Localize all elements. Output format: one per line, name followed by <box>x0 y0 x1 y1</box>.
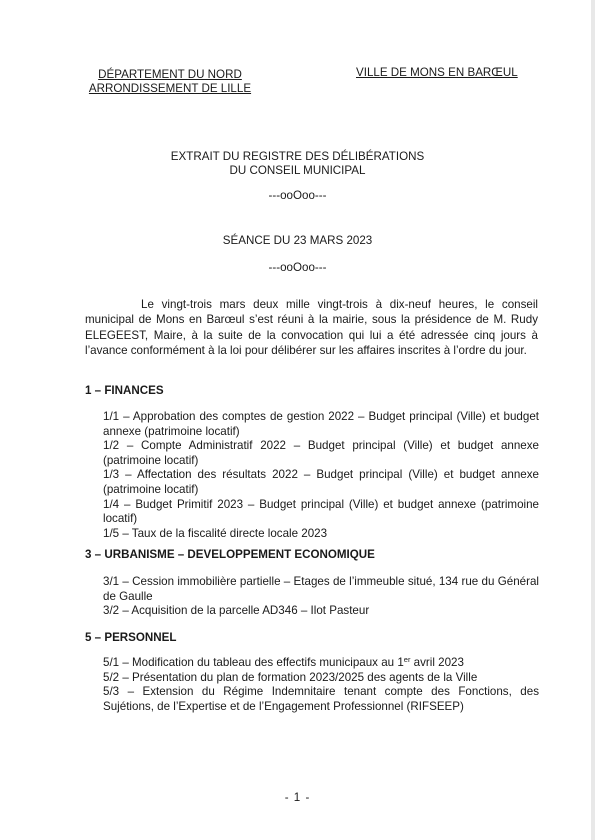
intro-paragraph: Le vingt-trois mars deux mille vingt-trois à dix-neuf heures, le conseil municipal de Mons en Barœul s’est réuni à la mairie, sous la présidence de M. Rudy ELEGEEST, Maire, à la suite de la convocation qui lui a été adressée cinq jours à l’avance conformément à la loi pour délibérer sur les affaires inscrites à l’ordre du jour. <box>85 298 538 358</box>
section-heading-urbanisme: 3 – URBANISME – DEVELOPPEMENT ECONOMIQUE <box>85 548 375 561</box>
agenda-item <box>103 656 539 671</box>
city-label: VILLE DE MONS EN BARŒUL <box>356 66 518 79</box>
department-label: DÉPARTEMENT DU NORD <box>98 68 242 81</box>
document-title <box>0 150 595 178</box>
section-heading-finances: 1 – FINANCES <box>85 384 164 397</box>
agenda-item: 1/5 – Taux de la fiscalité directe locale 2023 <box>103 526 328 540</box>
arrondissement-label: ARRONDISSEMENT DE LILLE <box>88 82 252 95</box>
agenda-item: 3/2 – Acquisition de la parcelle AD346 – Ilot Pasteur <box>103 604 370 618</box>
session-date: SÉANCE DU 23 MARS 2023 <box>222 234 373 247</box>
ordinal-superscript: er <box>403 655 411 664</box>
title-line-2: DU CONSEIL MUNICIPAL <box>229 164 366 177</box>
separator-2: ---ooOoo--- <box>268 261 327 274</box>
page-number: - 1 - <box>284 791 311 804</box>
section-items-personnel <box>103 656 539 714</box>
separator-1: ---ooOoo--- <box>268 189 327 202</box>
department-header <box>80 68 260 96</box>
title-line-1: EXTRAIT DU REGISTRE DES DÉLIBÉRATIONS <box>170 150 425 163</box>
agenda-item: 3/1 – Cession immobilière partielle – Etages de l’immeuble situé, 134 rue du Général de Gaulle <box>103 575 539 603</box>
agenda-item-text: 5/1 – Modification du tableau des effectifs municipaux au 1 <box>103 656 404 669</box>
agenda-item: 1/1 – Approbation des comptes de gestion 2022 – Budget principal (Ville) et budget annexe (patrimoine locatif) <box>103 410 539 438</box>
agenda-item: 1/2 – Compte Administratif 2022 – Budget principal (Ville) et budget annexe (patrimoine locatif) <box>103 439 539 467</box>
city-header <box>356 66 536 80</box>
agenda-item: 5/2 – Présentation du plan de formation 2023/2025 des agents de la Ville <box>103 670 478 684</box>
agenda-item: 1/3 – Affectation des résultats 2022 – Budget principal (Ville) et budget annexe (patrimoine locatif) <box>103 468 539 496</box>
scan-edge <box>591 0 595 840</box>
agenda-item: 5/3 – Extension du Régime Indemnitaire tenant compte des Fonctions, des Sujétions, de l’Expertise et de l’Engagement Professionnel (RIFSEEP) <box>103 685 539 713</box>
section-items-finances <box>103 410 539 541</box>
agenda-item-text-end: avril 2023 <box>410 656 464 669</box>
section-heading-personnel: 5 – PERSONNEL <box>85 631 177 644</box>
section-items-urbanisme <box>103 575 539 619</box>
agenda-item: 1/4 – Budget Primitif 2023 – Budget principal (Ville) et budget annexe (patrimoine locatif) <box>103 497 539 526</box>
